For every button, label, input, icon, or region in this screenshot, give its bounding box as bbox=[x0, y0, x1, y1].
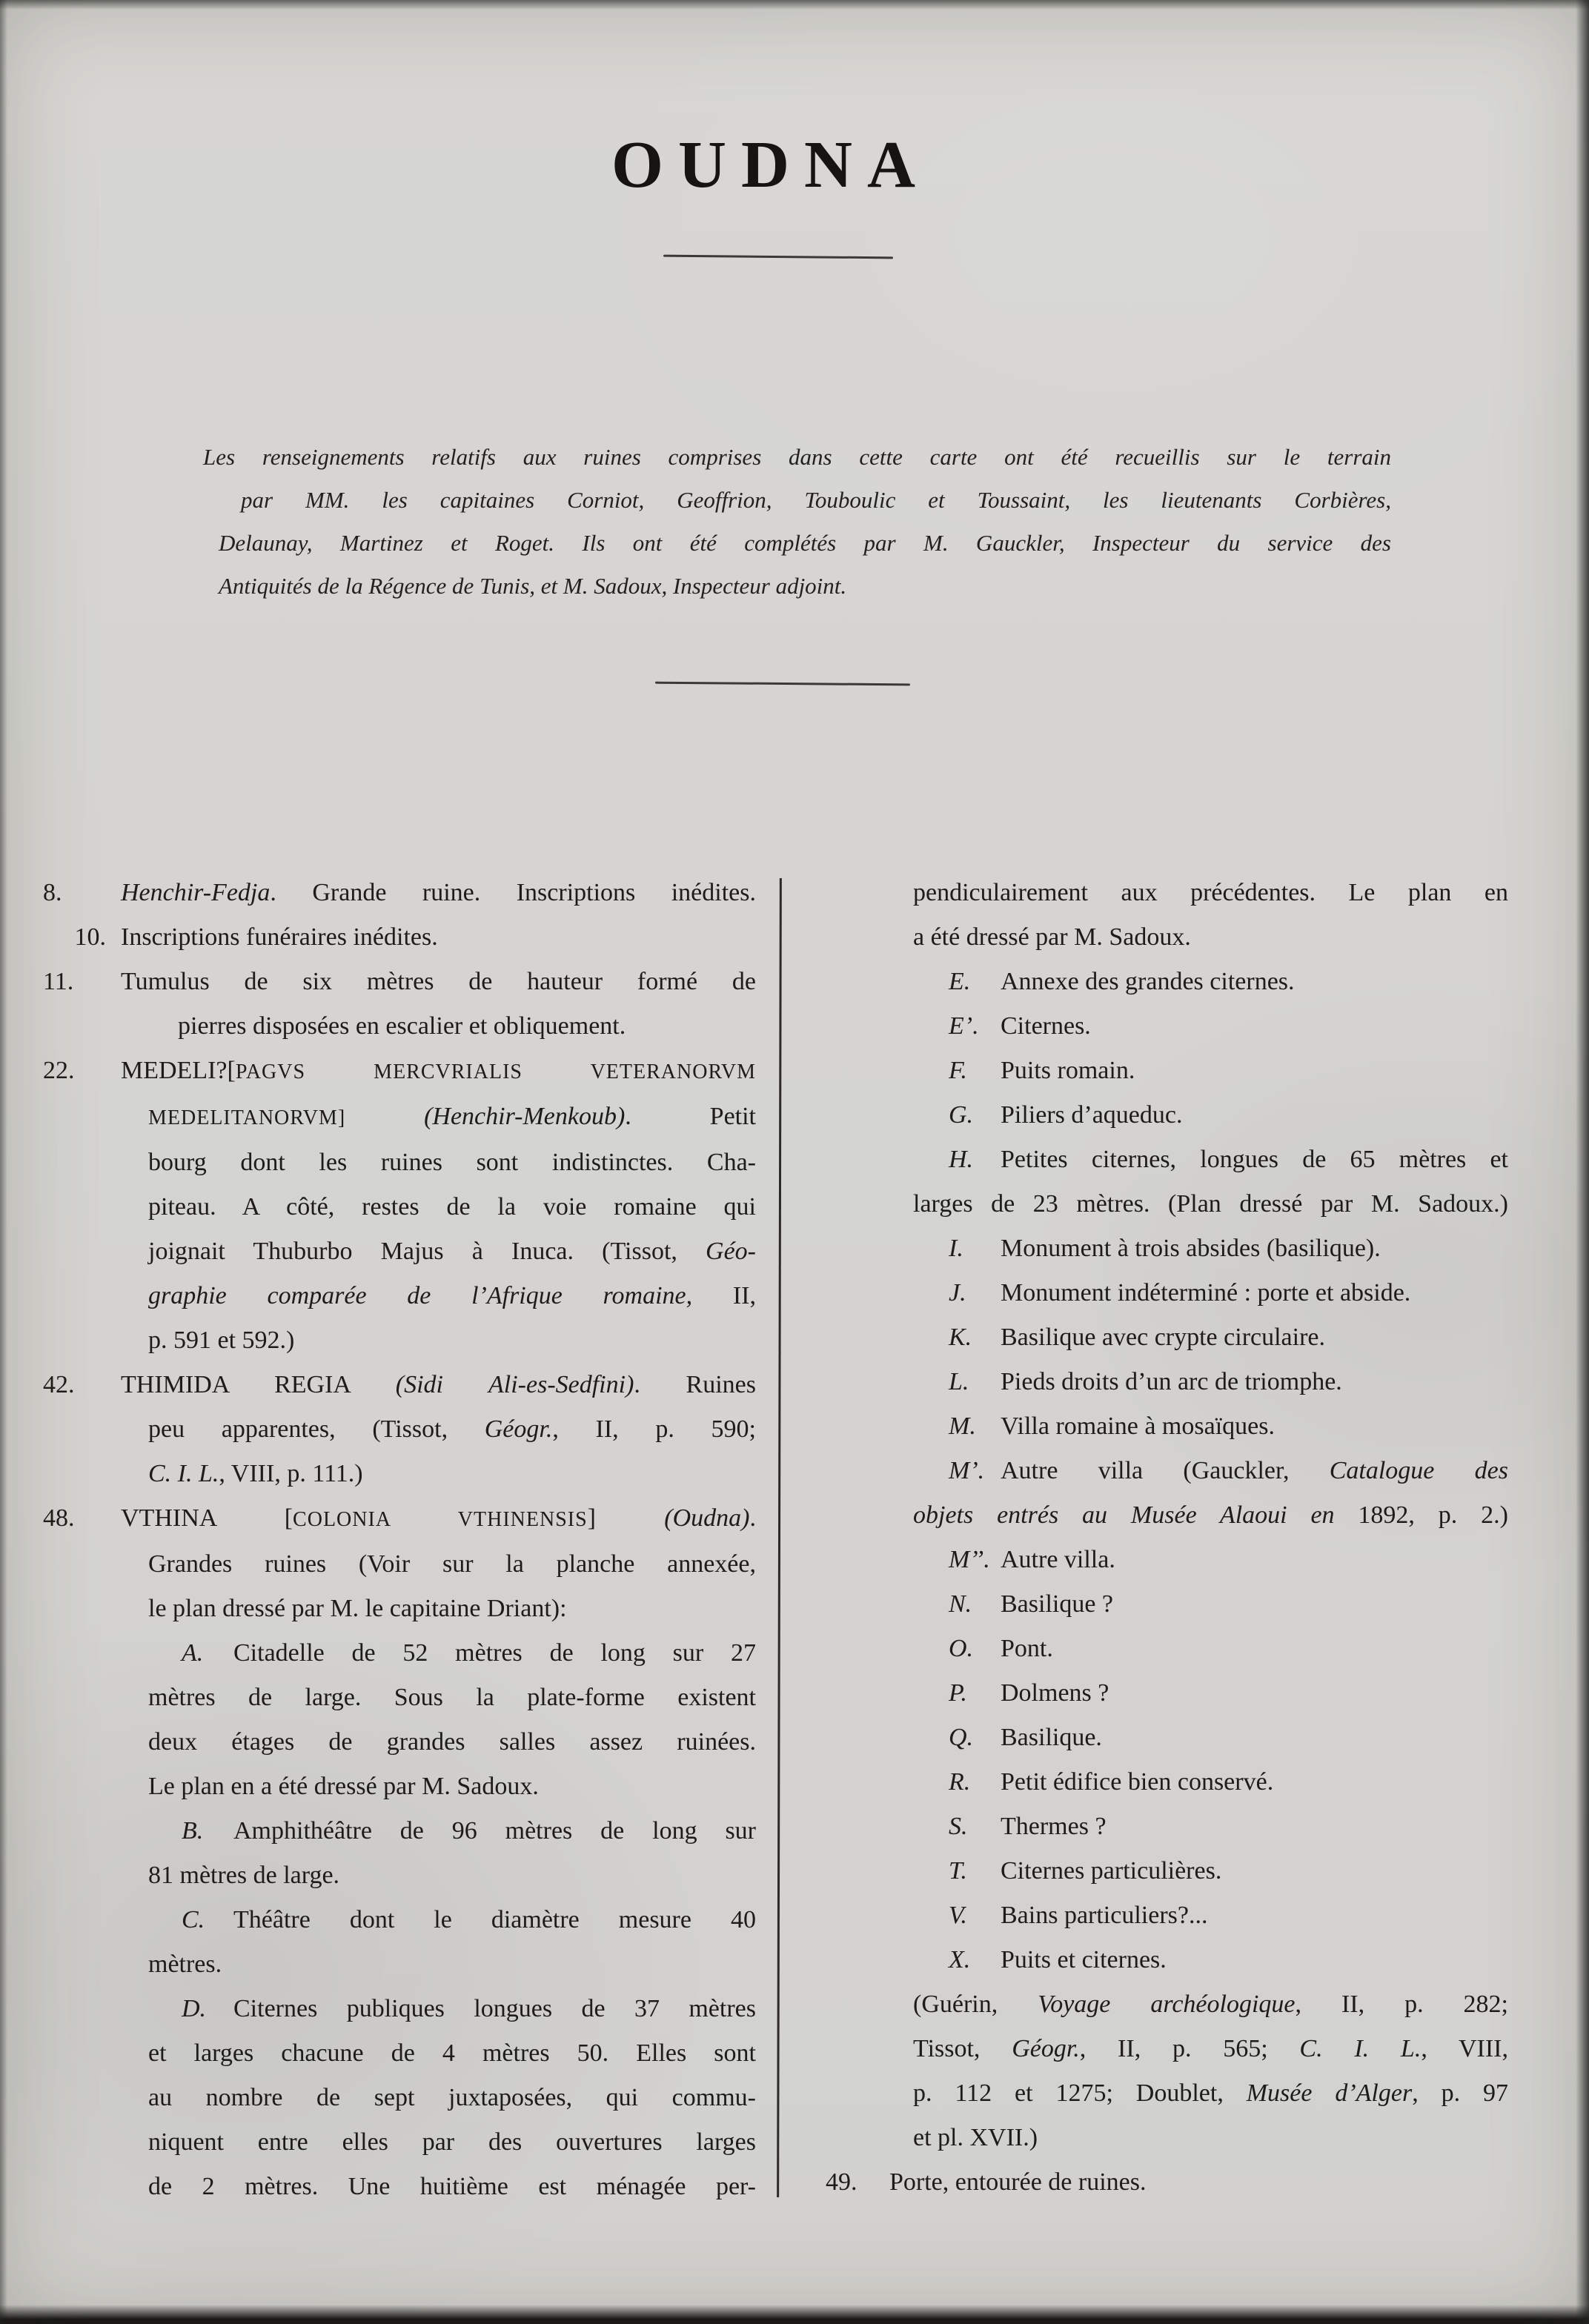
text-line bbox=[815, 1805, 1508, 1849]
scan-edge-bottom bbox=[0, 2305, 1589, 2324]
text-segment: Pieds droits d’un arc de triomphe. bbox=[1001, 1368, 1342, 1395]
item-number: 42. bbox=[43, 1371, 75, 1398]
text-segment: F. bbox=[949, 1057, 967, 1084]
item-number: 49. bbox=[826, 2168, 857, 2196]
text-segment: niquent entre elles par des ouvertures larges bbox=[148, 2128, 756, 2156]
text-line bbox=[43, 1363, 756, 1407]
text-segment: C. bbox=[182, 1906, 205, 1933]
text-segment: au nombre de sept juxtaposées, qui commu- bbox=[148, 2084, 756, 2111]
text-segment: deux étages de grandes salles assez ruinées. bbox=[148, 1728, 756, 1756]
text-line bbox=[203, 436, 1391, 479]
scan-edge-top bbox=[0, 0, 1589, 10]
text-line bbox=[43, 2076, 756, 2120]
text-segment: M. bbox=[949, 1412, 976, 1440]
text-line bbox=[815, 1138, 1508, 1182]
column-divider-rule bbox=[777, 878, 782, 2197]
text-segment: . Ruines bbox=[634, 1371, 756, 1398]
item-number: 11. bbox=[43, 968, 74, 995]
text-segment: Géogr. bbox=[1012, 2035, 1080, 2062]
text-line bbox=[815, 960, 1508, 1004]
text-segment: Annexe des grandes citernes. bbox=[1001, 968, 1295, 995]
text-line bbox=[815, 1449, 1508, 1493]
text-segment: , VIII, p. 111.) bbox=[219, 1460, 363, 1487]
right-text-column bbox=[815, 871, 1508, 2205]
text-segment: R. bbox=[949, 1768, 971, 1796]
text-segment: Tissot, bbox=[913, 2035, 1012, 2062]
title-rule bbox=[663, 255, 893, 259]
text-segment: D. bbox=[182, 1995, 207, 2022]
text-line bbox=[43, 1229, 756, 1274]
text-segment: Citadelle de 52 mètres de long sur 27 bbox=[233, 1639, 756, 1667]
text-line bbox=[815, 1360, 1508, 1404]
text-line bbox=[43, 1631, 756, 1676]
text-segment: COLONIA VTHINENSIS bbox=[293, 1508, 588, 1531]
text-segment: a été dressé par M. Sadoux. bbox=[913, 923, 1191, 951]
text-segment: et larges chacune de 4 mètres 50. Elles sont bbox=[148, 2039, 756, 2067]
text-segment: S. bbox=[949, 1813, 968, 1840]
text-line bbox=[43, 2120, 756, 2165]
text-segment: , II, p. 590; bbox=[552, 1415, 756, 1443]
text-segment: L. bbox=[949, 1368, 969, 1395]
text-segment: 1892, p. 2.) bbox=[1334, 1501, 1508, 1529]
text-line bbox=[219, 522, 1391, 565]
scan-edge-right bbox=[1576, 0, 1589, 2324]
section-rule bbox=[655, 682, 910, 686]
text-line bbox=[241, 479, 1391, 522]
text-segment: mètres de large. Sous la plate-forme existent bbox=[148, 1684, 756, 1711]
text-line bbox=[815, 1849, 1508, 1893]
text-segment: MEDELI?[ bbox=[121, 1057, 236, 1084]
text-line bbox=[43, 1141, 756, 1185]
text-segment: MEDELITANORVM] bbox=[148, 1106, 346, 1129]
text-line bbox=[815, 2071, 1508, 2116]
text-segment: . Grande ruine. Inscriptions inédites. bbox=[270, 879, 756, 906]
text-line bbox=[815, 1271, 1508, 1315]
text-segment: Catalogue des bbox=[1329, 1457, 1508, 1484]
text-line bbox=[815, 1404, 1508, 1449]
text-segment: I. bbox=[949, 1235, 963, 1262]
text-segment: (Sidi Ali-es-Sedfini) bbox=[395, 1371, 634, 1398]
text-segment: Basilique avec crypte circulaire. bbox=[1001, 1324, 1325, 1351]
page-title: OUDNA bbox=[611, 128, 930, 202]
text-line bbox=[815, 1226, 1508, 1271]
text-segment: E’. bbox=[949, 1012, 979, 1040]
text-segment: de 2 mètres. Une huitième est ménagée per- bbox=[148, 2173, 756, 2200]
text-segment: mètres. bbox=[148, 1950, 222, 1978]
text-segment: Les renseignements relatifs aux ruines comprises dans cette carte ont été recueillis sur le terrain bbox=[203, 444, 1391, 470]
text-segment: N. bbox=[949, 1590, 972, 1618]
text-segment: bourg dont les ruines sont indistinctes. Cha- bbox=[148, 1149, 756, 1176]
intro-paragraph bbox=[203, 436, 1391, 608]
text-segment: Tumulus de six mètres de hauteur formé de bbox=[121, 968, 756, 995]
text-segment: (Henchir-Menkoub) bbox=[424, 1103, 626, 1130]
text-segment: graphie comparée de l’Afrique romaine, bbox=[148, 1282, 693, 1309]
text-line bbox=[815, 1493, 1508, 1538]
text-line bbox=[43, 1853, 756, 1898]
text-segment: Monument indéterminé : porte et abside. bbox=[1001, 1279, 1411, 1307]
text-segment: Autre villa (Gauckler, bbox=[1001, 1457, 1330, 1484]
text-segment: Grandes ruines (Voir sur la planche annexée, bbox=[148, 1550, 756, 1578]
text-line bbox=[815, 1716, 1508, 1760]
text-segment: (Oudna) bbox=[664, 1504, 750, 1532]
text-line bbox=[43, 1809, 756, 1853]
text-segment: p. 112 et 1275; Doublet, bbox=[913, 2079, 1247, 2107]
text-segment: C. I. L. bbox=[1299, 2035, 1422, 2062]
text-segment: H. bbox=[949, 1146, 974, 1173]
text-segment: Petit édifice bien conservé. bbox=[1001, 1768, 1274, 1796]
text-line bbox=[43, 1049, 756, 1095]
text-line bbox=[815, 1049, 1508, 1093]
left-text-column bbox=[43, 871, 756, 2209]
text-segment: Thermes ? bbox=[1001, 1813, 1107, 1840]
text-line bbox=[219, 565, 1391, 608]
text-segment: 81 mètres de large. bbox=[148, 1862, 340, 1889]
item-number: 22. bbox=[43, 1057, 75, 1084]
text-line bbox=[43, 1764, 756, 1809]
text-line bbox=[43, 1452, 756, 1496]
text-segment: Citernes. bbox=[1001, 1012, 1091, 1040]
text-segment: larges de 23 mètres. (Plan dressé par M. Sadoux.) bbox=[913, 1190, 1508, 1218]
text-segment: Dolmens ? bbox=[1001, 1679, 1109, 1707]
text-line bbox=[43, 1942, 756, 1987]
text-segment: pendiculairement aux précédentes. Le plan en bbox=[913, 879, 1508, 906]
text-segment: Géo- bbox=[706, 1238, 756, 1265]
text-line bbox=[43, 1274, 756, 1318]
text-line bbox=[815, 871, 1508, 915]
text-line bbox=[815, 1893, 1508, 1938]
text-segment: Bains particuliers?... bbox=[1001, 1902, 1208, 1929]
text-line bbox=[43, 1898, 756, 1942]
text-segment: Henchir-Fedja bbox=[121, 879, 271, 906]
text-line bbox=[43, 1004, 756, 1049]
text-segment: THIMIDA REGIA bbox=[121, 1371, 396, 1398]
text-segment: objets entrés au Musée Alaoui en bbox=[913, 1501, 1335, 1529]
text-segment: Villa romaine à mosaïques. bbox=[1001, 1412, 1275, 1440]
text-line bbox=[43, 1987, 756, 2031]
text-segment: Amphithéâtre de 96 mètres de long sur bbox=[233, 1817, 756, 1845]
text-line bbox=[815, 1938, 1508, 1982]
item-number: 48. bbox=[43, 1504, 75, 1532]
text-line bbox=[43, 1542, 756, 1587]
text-line bbox=[815, 2116, 1508, 2160]
text-segment: par MM. les capitaines Corniot, Geoffrion, Touboulic et Toussaint, les lieutenants Corbières, bbox=[241, 487, 1391, 513]
text-segment: Basilique ? bbox=[1001, 1590, 1114, 1618]
text-line bbox=[815, 1582, 1508, 1627]
text-line bbox=[43, 1720, 756, 1764]
text-segment: Autre villa. bbox=[1001, 1546, 1115, 1573]
text-line bbox=[43, 1318, 756, 1363]
text-segment: Puits et citernes. bbox=[1001, 1946, 1167, 1973]
text-segment: , II, p. 565; bbox=[1079, 2035, 1300, 2062]
text-line bbox=[43, 1496, 756, 1542]
text-segment: J. bbox=[949, 1279, 966, 1307]
text-segment: Pont. bbox=[1001, 1635, 1053, 1662]
text-segment: joignait Thuburbo Majus à Inuca. (Tissot, bbox=[148, 1238, 706, 1265]
text-segment: Puits romain. bbox=[1001, 1057, 1135, 1084]
text-line bbox=[43, 960, 756, 1004]
text-line bbox=[815, 1093, 1508, 1138]
text-segment: Théâtre dont le diamètre mesure 40 bbox=[233, 1906, 756, 1933]
text-segment: Basilique. bbox=[1001, 1724, 1102, 1751]
text-segment: . Petit bbox=[625, 1103, 757, 1130]
text-segment: Petites citernes, longues de 65 mètres et bbox=[1001, 1146, 1508, 1173]
text-segment: II, bbox=[692, 1282, 756, 1309]
text-segment: Géogr. bbox=[484, 1415, 553, 1443]
text-line bbox=[43, 1587, 756, 1631]
text-segment: piteau. A côté, restes de la voie romaine qui bbox=[148, 1193, 756, 1221]
text-line bbox=[815, 915, 1508, 960]
text-line bbox=[815, 1004, 1508, 1049]
text-segment bbox=[345, 1103, 424, 1130]
text-segment: Citernes publiques longues de 37 mètres bbox=[233, 1995, 756, 2022]
text-segment: (Guérin, bbox=[913, 1991, 1038, 2018]
text-segment: , VIII, bbox=[1421, 2035, 1508, 2062]
text-line bbox=[815, 1671, 1508, 1716]
text-segment: V. bbox=[949, 1902, 967, 1929]
text-segment: pierres disposées en escalier et obliquement. bbox=[178, 1012, 626, 1040]
text-segment: E. bbox=[949, 968, 971, 995]
text-line bbox=[815, 1182, 1508, 1226]
text-segment: Musée d’Alger bbox=[1246, 2079, 1413, 2107]
text-segment: Citernes particulières. bbox=[1001, 1857, 1222, 1885]
text-segment: K. bbox=[949, 1324, 972, 1351]
text-line bbox=[815, 1760, 1508, 1805]
text-segment: , II, p. 282; bbox=[1295, 1991, 1508, 2018]
text-segment: C. I. L. bbox=[148, 1460, 219, 1487]
text-segment: ] bbox=[587, 1504, 665, 1532]
text-segment: Delaunay, Martinez et Roget. Ils ont été complétés par M. Gauckler, Inspecteur du service des bbox=[219, 530, 1391, 556]
text-segment: le plan dressé par M. le capitaine Driant): bbox=[148, 1595, 567, 1622]
text-segment: PAGVS MERCVRIALIS VETERANORVM bbox=[235, 1060, 756, 1083]
text-segment: Voyage archéologique bbox=[1038, 1991, 1296, 2018]
text-segment: Q. bbox=[949, 1724, 974, 1751]
text-line bbox=[43, 2165, 756, 2209]
text-line bbox=[815, 2027, 1508, 2071]
text-line bbox=[815, 2160, 1508, 2205]
text-segment: Antiquités de la Régence de Tunis, et M. Sadoux, Inspecteur adjoint. bbox=[219, 573, 847, 599]
text-line bbox=[43, 1095, 756, 1141]
text-segment: Porte, entourée de ruines. bbox=[889, 2168, 1147, 2196]
text-segment: M’. bbox=[949, 1457, 985, 1484]
text-segment: P. bbox=[949, 1679, 967, 1707]
text-segment: p. 591 et 592.) bbox=[148, 1327, 295, 1354]
text-segment: VTHINA [ bbox=[121, 1504, 293, 1532]
text-segment: X. bbox=[949, 1946, 971, 1973]
text-line bbox=[815, 1538, 1508, 1582]
text-segment: , p. 97 bbox=[1412, 2079, 1508, 2107]
text-segment: et pl. XVII.) bbox=[913, 2124, 1038, 2151]
scan-edge-left bbox=[0, 0, 7, 2324]
text-line bbox=[815, 1315, 1508, 1360]
text-segment: . bbox=[749, 1504, 756, 1532]
text-line bbox=[43, 1676, 756, 1720]
text-segment: O. bbox=[949, 1635, 974, 1662]
text-segment: Le plan en a été dressé par M. Sadoux. bbox=[148, 1773, 539, 1800]
text-segment: G. bbox=[949, 1101, 974, 1129]
text-segment: Piliers d’aqueduc. bbox=[1001, 1101, 1183, 1129]
text-segment: peu apparentes, (Tissot, bbox=[148, 1415, 485, 1443]
text-line bbox=[815, 1627, 1508, 1671]
text-segment: B. bbox=[182, 1817, 204, 1845]
text-line bbox=[43, 915, 756, 960]
item-number: 10. bbox=[74, 923, 106, 951]
text-line bbox=[43, 871, 756, 915]
text-segment: T. bbox=[949, 1857, 967, 1885]
text-segment: A. bbox=[182, 1639, 204, 1667]
text-line bbox=[43, 1185, 756, 1229]
text-segment: Inscriptions funéraires inédites. bbox=[121, 923, 438, 951]
text-line bbox=[815, 1982, 1508, 2027]
text-segment: M’’. bbox=[949, 1546, 990, 1573]
text-line bbox=[43, 1407, 756, 1452]
text-segment: Monument à trois absides (basilique). bbox=[1001, 1235, 1381, 1262]
item-number: 8. bbox=[43, 879, 62, 906]
text-line bbox=[43, 2031, 756, 2076]
